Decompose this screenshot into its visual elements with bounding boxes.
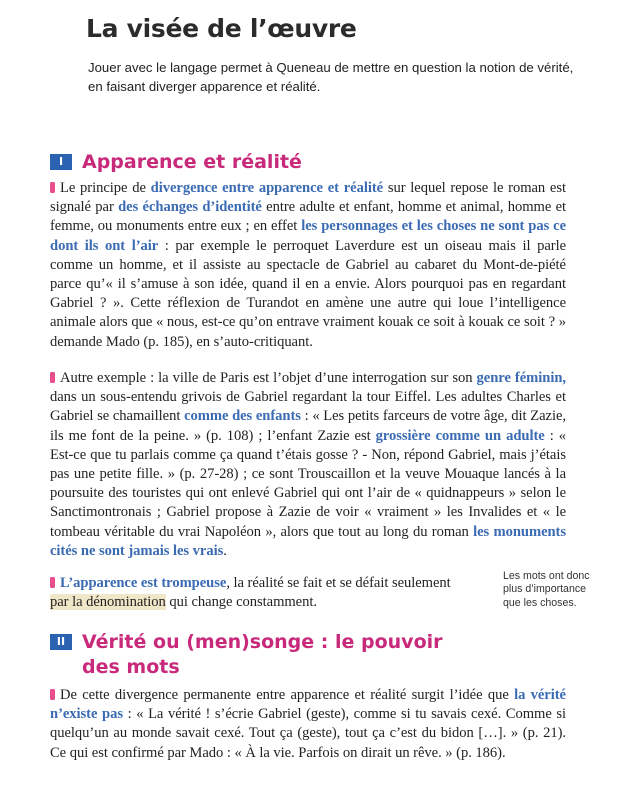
bullet-marker-icon xyxy=(50,182,55,193)
section-2-number: II xyxy=(50,634,72,650)
page-title: La visée de l’œuvre xyxy=(86,14,357,43)
keyword: les personnages et les choses ne sont pas ce dont ils ont l’air xyxy=(50,218,566,254)
keyword: les monuments cités ne sont jamais les vrais xyxy=(50,523,567,559)
keyword: divergence entre apparence et réalité xyxy=(150,180,384,196)
section-1-title: Apparence et réalité xyxy=(82,151,302,173)
bullet-marker-icon xyxy=(50,372,55,383)
section-1-paragraph-3: L’apparence est trompeuse, la réalité se fait et se défait seulement par la dénomination qui change constamment. xyxy=(50,575,451,611)
section-2-heading xyxy=(50,630,470,680)
section-1-paragraph-2: Autre exemple : la ville de Paris est l’objet d’une interrogation sur son genre féminin, dans un sous-entendu grivois de Gabriel regardant la tour Eiffel. Les adultes Charles et Gabriel se chamaillent comme des enfants : « Les petits farceurs de votre âge, dit Zazie, ils me font de la peine. » (p. 108) ; l’enfant Zazie est grossière comme un adulte : « Est-ce que tu parlais comme ça quand t’étais gosse ? - Non, répond Gabriel, mais j’étais pas une petite fille. » (p. 27-28) ; ce sont Trouscaillon et la veuve Mouaque lancés à la poursuite des touristes qui ont enlevé Gabriel qui ont l’air de « quidnappeurs » selon le Sanctimontronais ; Gabriel propose à Zazie de voir « vraiment » les Invalides et « le tombeau véritable du vrai Napoléon », alors que tout au long du roman les monuments cités ne sont jamais les vrais. xyxy=(50,370,567,559)
keyword: la vérité n’existe pas xyxy=(50,687,566,723)
section-2-paragraph-1: De cette divergence permanente entre apparence et réalité surgit l’idée que la vérité n’existe pas : « La vérité ! s’écrie Gabriel (geste), comme si tu savais cexé. Comme si quelqu’un au monde savait cexé. Tout ça (geste), tout ça c’est du bidon […]. » (p. 21). Ce qui est confirmé par Mado : « À la vie. Parfois on dirait un rêve. » (p. 186). xyxy=(50,687,566,761)
margin-note: Les mots ont donc plus d’importance que les choses. xyxy=(503,570,590,609)
keyword: L’apparence est trompeuse xyxy=(60,575,227,591)
section-1-paragraph-1: Le principe de divergence entre apparence et réalité sur lequel repose le roman est signalé par des échanges d’identité entre adulte et enfant, homme et animal, homme et femme, ou monuments entre eux ; en effet les personnages et les choses ne sont pas ce dont ils ont l’air : par exemple le perroquet Laverdure est un oiseau mais il parle comme un homme, et il assiste au spectacle de Gabriel au cabaret du Mont-de-piété parce qu’« il s’amuse à son idée, quand il en a envie. Alors pourquoi pas en regardant Gabriel ? ». Cette réflexion de Turandot en amène une autre qui loue l’intelligence animale alors que « nous, est-ce qu’on entrave vraiment kouak ce soit à kouak ce soit ? » demande Mado (p. 185), en s’auto-critiquant. xyxy=(50,180,566,350)
underlined-phrase: par la dénomination xyxy=(50,594,166,611)
keyword: genre féminin, xyxy=(476,370,566,386)
keyword: grossière comme un adulte xyxy=(375,427,545,444)
intro-text: Jouer avec le langage permet à Queneau de mettre en question la notion de vérité, en faisant diverger apparence et réalité. xyxy=(88,60,574,94)
keyword: comme des enfants xyxy=(184,408,301,425)
keyword: des échanges d’identité xyxy=(118,199,262,216)
bullet-marker-icon xyxy=(50,689,55,700)
section-1-heading xyxy=(50,150,302,175)
bullet-marker-icon xyxy=(50,577,55,588)
section-2-title: Vérité ou (men)songe : le pouvoir des mots xyxy=(82,631,443,678)
section-1-number: I xyxy=(50,154,72,170)
